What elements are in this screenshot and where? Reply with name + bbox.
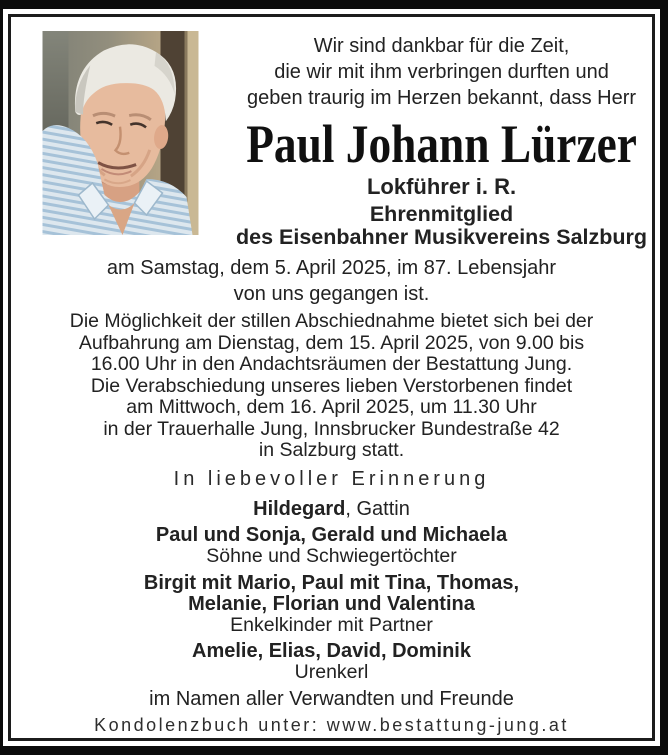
details-line: in Salzburg statt. — [258, 439, 405, 461]
details-line: 16.00 Uhr in den Andachtsräumen der Bestattung Jung. — [90, 353, 573, 375]
details-line: Aufbahrung am Dienstag, dem 15. April 2025, von 9.00 bis — [78, 331, 585, 354]
mourner-relation: Söhne und Schwiegertöchter — [206, 544, 457, 567]
intro-line: die wir mit ihm verbringen durften und — [274, 61, 609, 83]
death-line: am Samstag, dem 5. April 2025, im 87. Lebensjahr — [106, 257, 557, 279]
mourner-line: Melanie, Florian und Valentina — [188, 592, 475, 615]
header-text-block — [199, 31, 655, 249]
notice-header — [42, 31, 648, 249]
details-line: in der Trauerhalle Jung, Innsbrucker Bundestraße 42 — [103, 417, 560, 440]
details-line: am Mittwoch, dem 16. April 2025, um 11.30 Uhr — [126, 396, 537, 418]
mourner-line: Paul und Sonja, Gerald und Michaela — [155, 523, 508, 546]
mourner-line: Amelie, Elias, David, Dominik — [192, 639, 471, 662]
closing-line: im Namen aller Verwandten und Freunde — [149, 687, 514, 710]
details-line: Die Verabschiedung unseres lieben Verstorbenen findet — [90, 374, 573, 397]
notice-inner-frame — [8, 14, 655, 741]
mourner-wife — [11, 499, 652, 520]
honor-block — [209, 203, 655, 249]
mourner-great-grandchildren — [11, 641, 652, 683]
intro-line: Wir sind dankbar für die Zeit, — [313, 35, 570, 57]
deceased-name-text: Paul Johann Lürzer — [246, 114, 637, 174]
wife-name: Hildegard — [253, 497, 346, 520]
portrait-photo-graphic — [42, 31, 199, 235]
condolence-book-line: Kondolenzbuch unter: www.bestattung-jung.at — [94, 714, 569, 735]
death-announcement — [11, 255, 652, 307]
profession-line: Lokführer i. R. — [366, 174, 517, 199]
mourner-line: Birgit mit Mario, Paul mit Tina, Thomas, — [143, 571, 520, 594]
mourner-children — [11, 525, 652, 567]
wife-relation: , Gattin — [345, 497, 410, 520]
funeral-details — [11, 311, 652, 462]
mourner-line — [11, 499, 652, 520]
mourner-grandchildren — [11, 573, 652, 636]
details-line: Die Möglichkeit der stillen Abschiednahme bietet sich bei der — [69, 310, 594, 332]
remembrance-line: In liebevoller Erinnerung — [173, 467, 490, 490]
honor-line: des Eisenbahner Musikvereins Salzburg — [236, 225, 648, 249]
mourner-relation: Urenkerl — [294, 660, 369, 683]
deceased-name — [209, 115, 655, 173]
intro-line: geben traurig im Herzen bekannt, dass Herr — [246, 87, 637, 109]
death-line: von uns gegangen ist. — [233, 283, 430, 305]
portrait-photo — [42, 31, 199, 235]
notice-sheet — [3, 9, 660, 746]
honor-line: Ehrenmitglied — [369, 202, 514, 226]
mourner-relation: Enkelkinder mit Partner — [230, 613, 433, 636]
